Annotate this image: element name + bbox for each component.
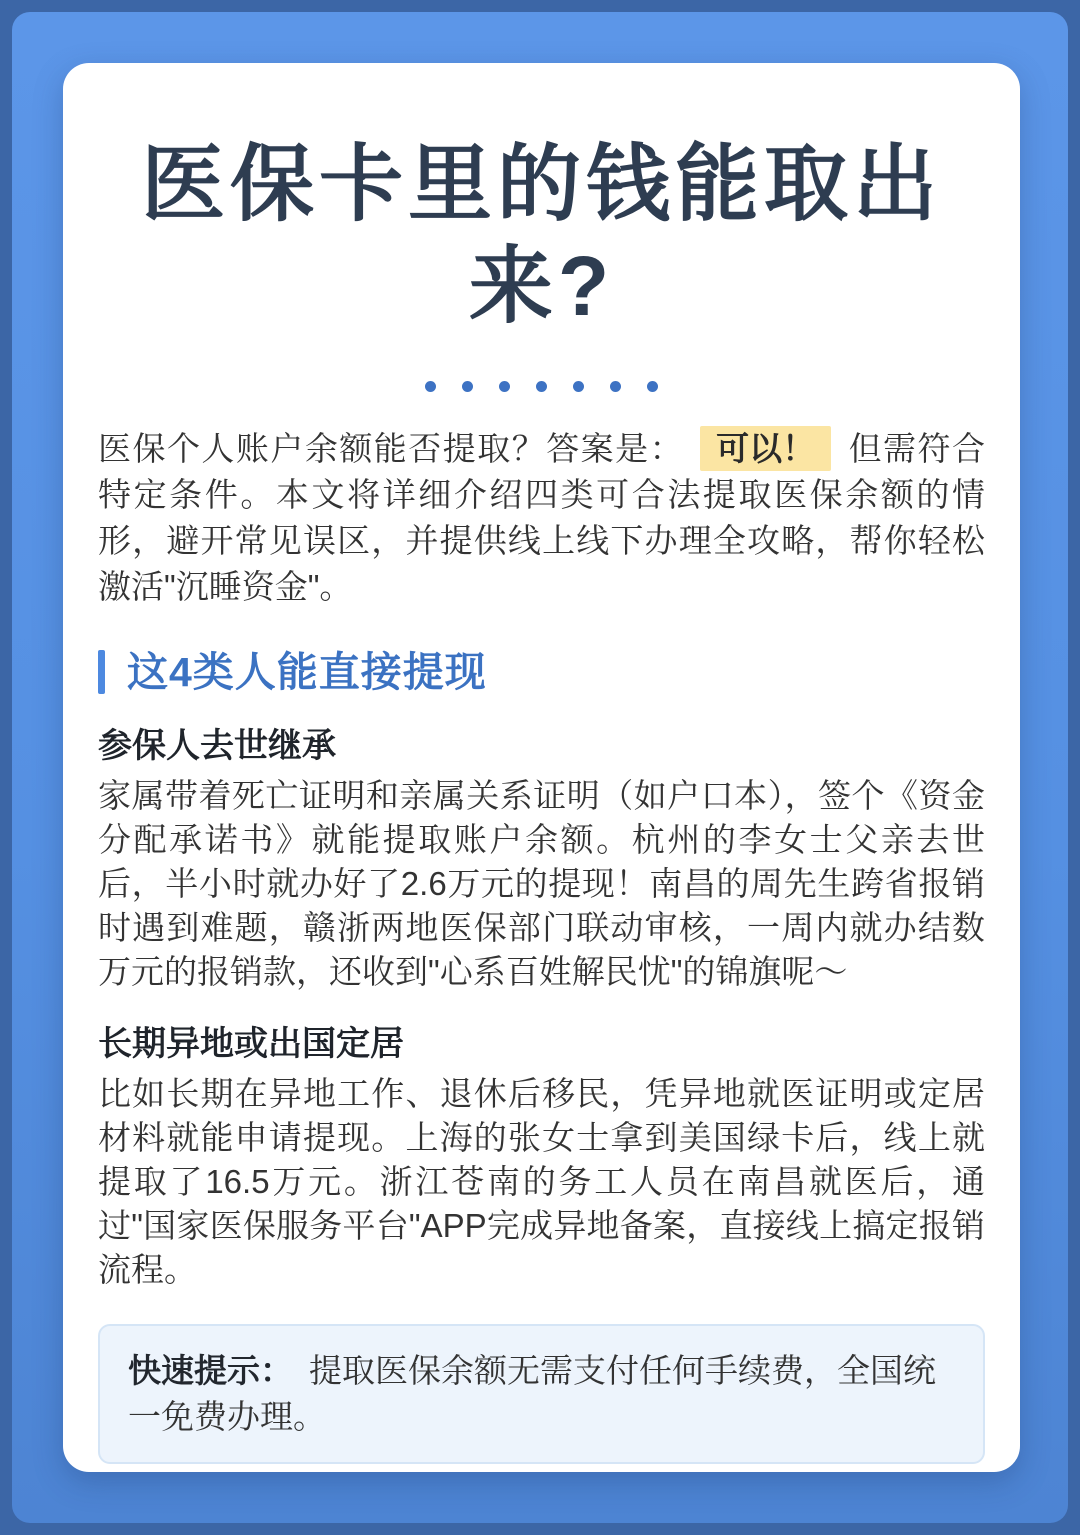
intro-text-before: 医保个人账户余额能否提取？答案是： xyxy=(98,430,685,467)
dot-icon xyxy=(499,381,510,392)
section-header xyxy=(98,648,985,696)
subsection-body-relocation: 比如长期在异地工作、退休后移民，凭异地就医证明或定居材料就能申请提现。上海的张女士拿到美国绿卡后，线上就提取了16.5万元。浙江苍南的务工人员在南昌就医后，通过"国家医保服务平台"APP完成异地备案，直接线上搞定报销流程。 xyxy=(98,1075,985,1288)
subsection-heading-relocation: 长期异地或出国定居 xyxy=(98,1025,404,1063)
dot-icon xyxy=(425,381,436,392)
section-accent-bar-icon xyxy=(98,650,105,694)
dot-icon xyxy=(573,381,584,392)
dot-icon xyxy=(462,381,473,392)
dots-divider xyxy=(98,381,985,392)
section-title: 这4类人能直接提现 xyxy=(127,649,487,695)
dot-icon xyxy=(536,381,547,392)
page-title: 医保卡里的钱能取出来? xyxy=(140,137,942,333)
blue-panel xyxy=(12,12,1068,1523)
highlight-keyword: 可以！ xyxy=(700,426,831,471)
subsection-heading-inheritance: 参保人去世继承 xyxy=(98,727,336,765)
tip-label: 快速提示： xyxy=(128,1352,293,1389)
intro-paragraph xyxy=(98,426,985,610)
subsection-body-inheritance: 家属带着死亡证明和亲属关系证明（如户口本），签个《资金分配承诺书》就能提取账户余额。杭州的李女士父亲去世后，半小时就办好了2.6万元的提现！南昌的周先生跨省报销时遇到难题，赣浙两地医保部门联动审核，一周内就办结数万元的报销款，还收到"心系百姓解民忧"的锦旗呢～ xyxy=(98,777,985,990)
intro-text-after: 但需符合特定条件。本文将详细介绍四类可合法提取医保余额的情形，避开常见误区，并提供线上线下办理全攻略，帮你轻松激活"沉睡资金"。 xyxy=(98,430,986,605)
tip-text: 提取医保余额无需支付任何手续费，全国统一免费办理。 xyxy=(128,1352,936,1435)
dot-icon xyxy=(610,381,621,392)
tip-box xyxy=(98,1324,985,1464)
article-card xyxy=(63,63,1020,1472)
dot-icon xyxy=(647,381,658,392)
